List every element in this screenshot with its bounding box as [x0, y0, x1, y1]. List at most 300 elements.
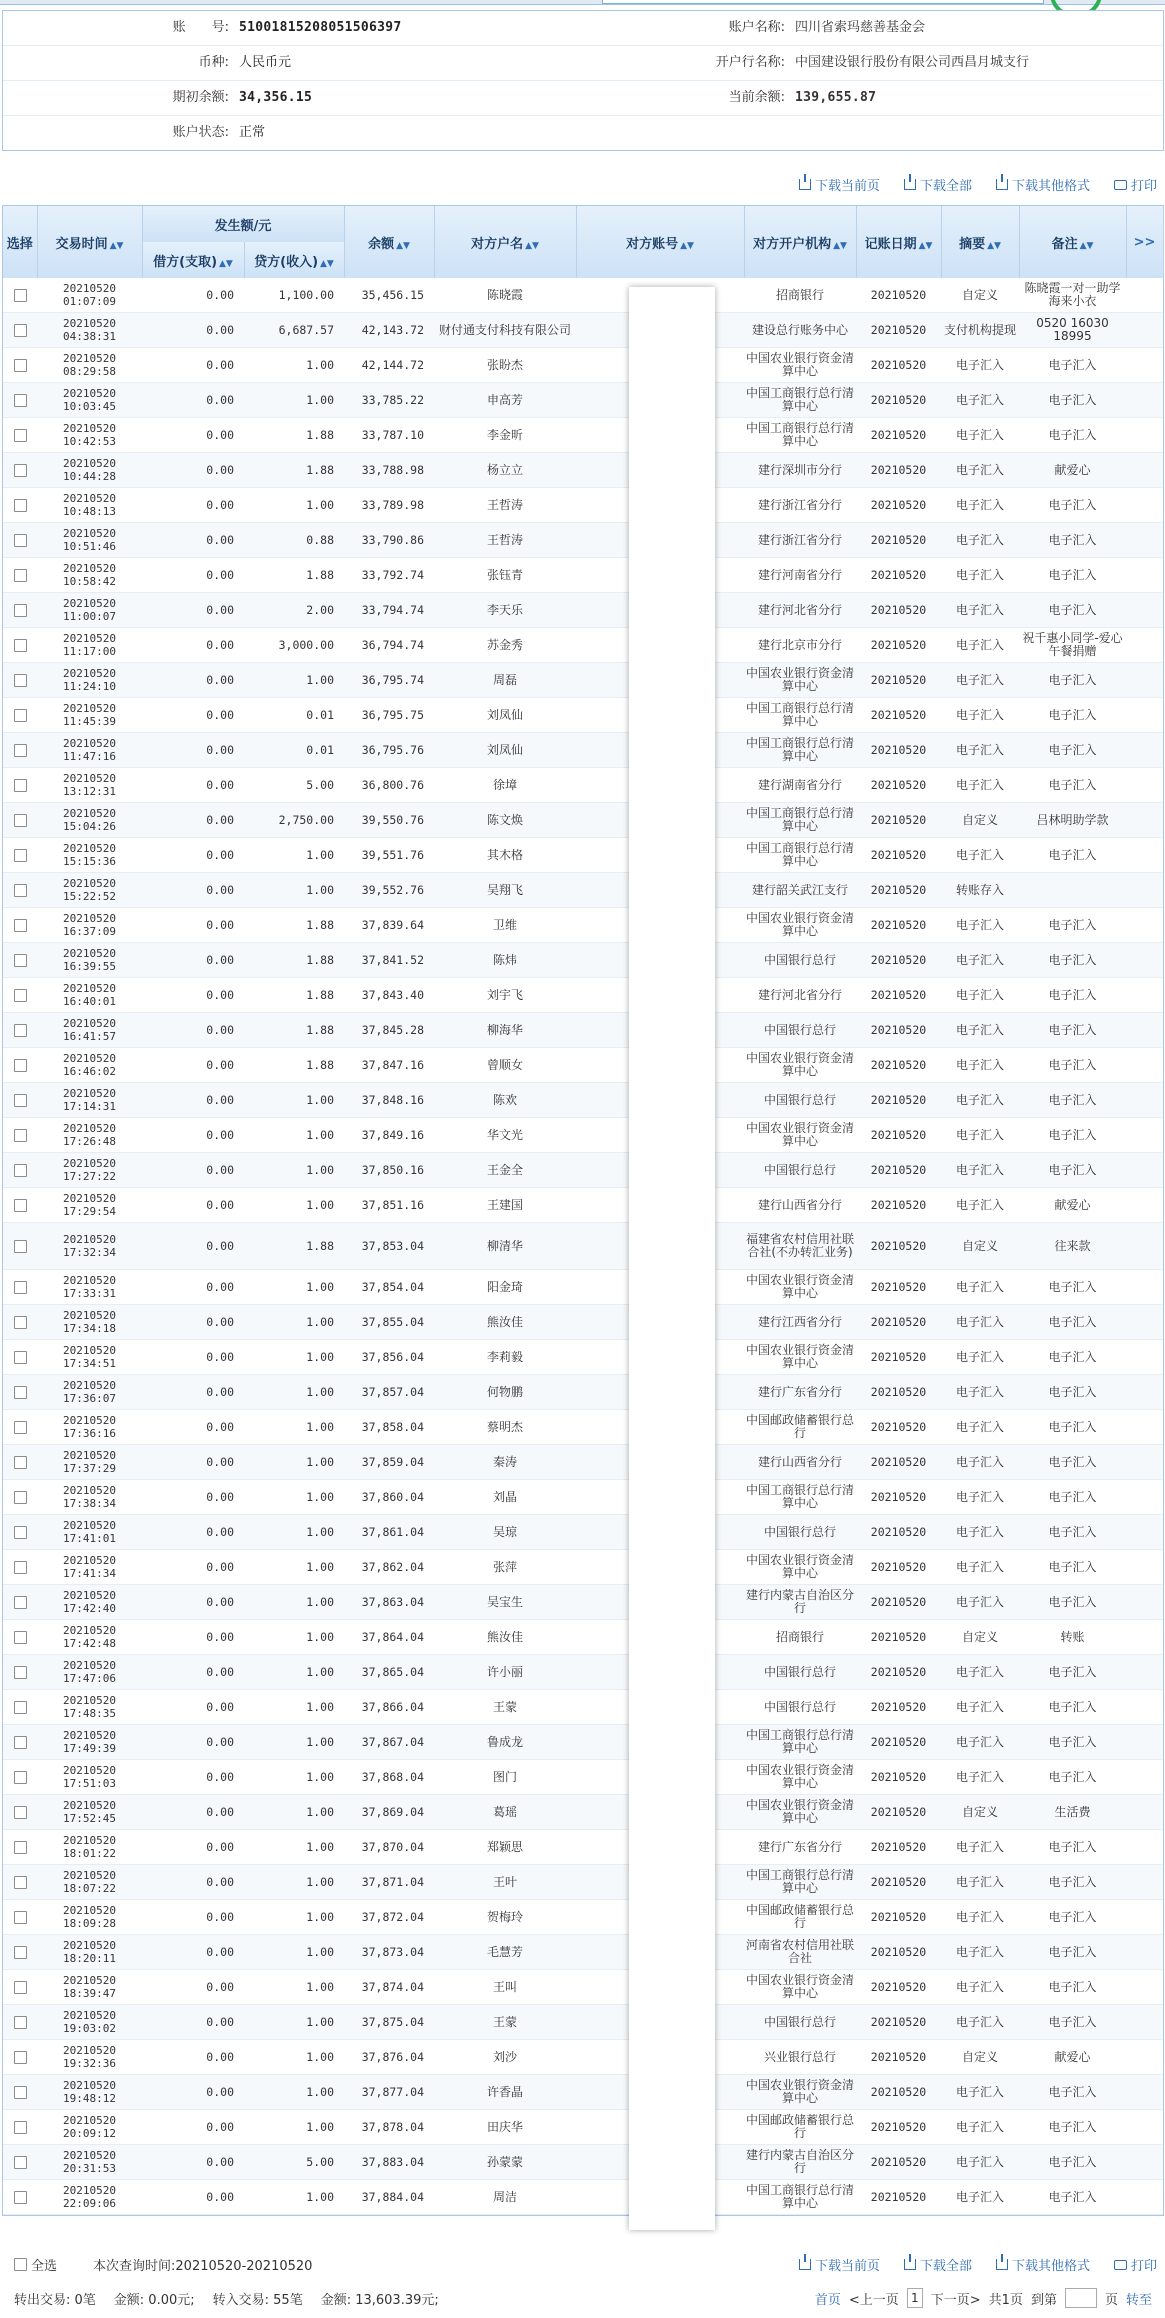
cell-remark: 电子汇入 — [1019, 523, 1126, 558]
cell-balance: 37,853.04 — [344, 1223, 434, 1270]
col-counter-bank[interactable] — [744, 206, 856, 278]
row-checkbox[interactable] — [14, 954, 27, 967]
table-row[interactable] — [3, 383, 1163, 418]
cell-debit: 0.00 — [142, 1270, 244, 1305]
jump-button[interactable]: 转至 — [1125, 2292, 1152, 2308]
cell-post-date: 20210520 — [856, 2075, 941, 2110]
cell-select — [3, 1270, 37, 1305]
cell-remark: 电子汇入 — [1019, 1048, 1126, 1083]
row-checkbox[interactable] — [14, 2051, 27, 2064]
download-page-button[interactable] — [799, 175, 880, 194]
cell-debit: 0.00 — [142, 1118, 244, 1153]
cell-balance: 39,551.76 — [344, 838, 434, 873]
table-row[interactable] — [3, 873, 1163, 908]
goto-page-input[interactable] — [1065, 2288, 1097, 2308]
row-checkbox[interactable] — [14, 604, 27, 617]
cell-counter-bank: 中国工商银行总行清算中心 — [744, 733, 856, 768]
row-checkbox[interactable] — [14, 324, 27, 337]
cell-counterparty: 李莉毅 — [434, 1340, 576, 1375]
top-input[interactable] — [602, 0, 1044, 4]
cell-balance: 36,795.75 — [344, 698, 434, 733]
next-page-link[interactable]: 下一页> — [930, 2292, 981, 2308]
col-time-label: 交易时间 — [55, 236, 108, 252]
table-row[interactable] — [3, 1270, 1163, 1305]
cell-post-date: 20210520 — [856, 873, 941, 908]
cell-select — [3, 978, 37, 1013]
in-count: 转入交易: 55笔 — [212, 2292, 303, 2308]
row-checkbox[interactable] — [14, 709, 27, 722]
table-row[interactable] — [3, 1153, 1163, 1188]
cell-post-date: 20210520 — [856, 2145, 941, 2180]
row-checkbox[interactable] — [14, 499, 27, 512]
table-row[interactable] — [3, 348, 1163, 383]
cell-counter-bank: 建行河北省分行 — [744, 593, 856, 628]
row-checkbox[interactable] — [14, 1666, 27, 1679]
download-icon — [904, 179, 916, 190]
cell-spacer — [1126, 1305, 1163, 1340]
row-checkbox[interactable] — [14, 1164, 27, 1177]
row-checkbox[interactable] — [14, 429, 27, 442]
table-row[interactable] — [3, 2075, 1163, 2110]
cell-spacer — [1126, 593, 1163, 628]
cell-summary: 电子汇入 — [941, 908, 1019, 943]
table-row[interactable] — [3, 523, 1163, 558]
download-all-button[interactable] — [904, 175, 972, 194]
cell-balance: 37,878.04 — [344, 2110, 434, 2145]
cell-balance: 37,839.64 — [344, 908, 434, 943]
col-time[interactable] — [37, 206, 142, 278]
table-row[interactable] — [3, 943, 1163, 978]
currency-label: 币种: — [198, 55, 229, 70]
cell-post-date: 20210520 — [856, 453, 941, 488]
goto-label: 到第 — [1030, 2292, 1057, 2308]
cell-spacer — [1126, 1655, 1163, 1690]
table-row[interactable] — [3, 418, 1163, 453]
cell-spacer — [1126, 1795, 1163, 1830]
table-row[interactable] — [3, 1445, 1163, 1480]
account-row-3 — [3, 81, 1163, 116]
cell-counterparty: 刘凤仙 — [434, 698, 576, 733]
cell-debit: 0.00 — [142, 873, 244, 908]
cell-credit: 1.00 — [244, 2005, 344, 2040]
cell-debit: 0.00 — [142, 1305, 244, 1340]
download-page-label: 下载当前页 — [814, 2259, 880, 2274]
cell-post-date: 20210520 — [856, 1445, 941, 1480]
col-counterparty[interactable] — [434, 206, 576, 278]
print-button-bottom[interactable] — [1114, 2255, 1157, 2274]
cell-summary: 电子汇入 — [941, 488, 1019, 523]
cell-select — [3, 1013, 37, 1048]
cell-select — [3, 1935, 37, 1970]
cell-time: 20210520 08:29:58 — [37, 348, 142, 383]
cell-balance: 36,800.76 — [344, 768, 434, 803]
row-checkbox[interactable] — [14, 2016, 27, 2029]
row-checkbox[interactable] — [14, 1199, 27, 1212]
row-checkbox[interactable] — [14, 464, 27, 477]
table-row[interactable] — [3, 628, 1163, 663]
select-all-checkbox[interactable] — [14, 2258, 27, 2271]
cell-remark — [1019, 873, 1126, 908]
cell-post-date: 20210520 — [856, 1375, 941, 1410]
cell-counter-bank: 建行内蒙古自治区分行 — [744, 2145, 856, 2180]
table-row[interactable] — [3, 2040, 1163, 2075]
cell-debit: 0.00 — [142, 1375, 244, 1410]
row-checkbox[interactable] — [14, 744, 27, 757]
cell-balance: 37,861.04 — [344, 1515, 434, 1550]
row-checkbox[interactable] — [14, 1456, 27, 1469]
cell-time: 20210520 17:34:51 — [37, 1340, 142, 1375]
row-checkbox[interactable] — [14, 534, 27, 547]
cell-select — [3, 278, 37, 313]
download-all-button-bottom[interactable] — [904, 2255, 972, 2274]
cell-balance: 42,143.72 — [344, 313, 434, 348]
cell-spacer — [1126, 348, 1163, 383]
col-balance[interactable] — [344, 206, 434, 278]
cell-time: 20210520 18:20:11 — [37, 1935, 142, 1970]
cell-credit: 1.00 — [244, 1725, 344, 1760]
cell-summary: 电子汇入 — [941, 2075, 1019, 2110]
more-columns-button[interactable]: >> — [1126, 206, 1163, 278]
cell-counterparty: 杨立立 — [434, 453, 576, 488]
cell-spacer — [1126, 1935, 1163, 1970]
cell-select — [3, 1900, 37, 1935]
download-page-button-bottom[interactable] — [799, 2255, 880, 2274]
cell-remark: 电子汇入 — [1019, 698, 1126, 733]
download-other-button-bottom[interactable] — [996, 2255, 1090, 2274]
status-value: 正常 — [239, 125, 266, 140]
download-page-label: 下载当前页 — [814, 179, 880, 194]
row-checkbox[interactable] — [14, 1701, 27, 1714]
table-row[interactable] — [3, 1900, 1163, 1935]
table-row[interactable] — [3, 558, 1163, 593]
table-row[interactable] — [3, 978, 1163, 1013]
cell-time: 20210520 15:15:36 — [37, 838, 142, 873]
row-checkbox[interactable] — [14, 1526, 27, 1539]
cell-remark: 电子汇入 — [1019, 768, 1126, 803]
cell-select — [3, 1550, 37, 1585]
table-row[interactable] — [3, 1188, 1163, 1223]
col-remark[interactable] — [1019, 206, 1126, 278]
cell-time: 20210520 15:04:26 — [37, 803, 142, 838]
cell-balance: 37,884.04 — [344, 2180, 434, 2215]
cell-counter-bank: 建行河南省分行 — [744, 558, 856, 593]
cell-credit: 1.00 — [244, 1865, 344, 1900]
cell-debit: 0.00 — [142, 1223, 244, 1270]
row-checkbox[interactable] — [14, 639, 27, 652]
cell-post-date: 20210520 — [856, 1760, 941, 1795]
row-checkbox[interactable] — [14, 1386, 27, 1399]
cell-summary: 电子汇入 — [941, 628, 1019, 663]
cell-counter-bank: 中国银行总行 — [744, 1515, 856, 1550]
row-checkbox[interactable] — [14, 2156, 27, 2169]
download-other-button[interactable] — [996, 175, 1090, 194]
cell-remark: 祝千惠小同学-爱心午餐捐赠 — [1019, 628, 1126, 663]
table-row[interactable] — [3, 1118, 1163, 1153]
table-row[interactable] — [3, 1480, 1163, 1515]
table-row[interactable] — [3, 838, 1163, 873]
cell-spacer — [1126, 908, 1163, 943]
cell-remark: 电子汇入 — [1019, 2145, 1126, 2180]
row-checkbox[interactable] — [14, 1876, 27, 1889]
table-row[interactable] — [3, 698, 1163, 733]
cell-counterparty: 吴翔飞 — [434, 873, 576, 908]
cell-counterparty: 申高芳 — [434, 383, 576, 418]
table-row[interactable] — [3, 1655, 1163, 1690]
cell-summary: 电子汇入 — [941, 2180, 1019, 2215]
cell-spacer — [1126, 453, 1163, 488]
row-checkbox[interactable] — [14, 1421, 27, 1434]
row-checkbox[interactable] — [14, 1024, 27, 1037]
row-checkbox[interactable] — [14, 1491, 27, 1504]
table-row[interactable] — [3, 908, 1163, 943]
cell-select — [3, 1655, 37, 1690]
sort-icon: ▲▼ — [918, 240, 933, 251]
out-amount: 金额: 0.00元; — [113, 2292, 195, 2308]
open-balance-label: 期初余额: — [172, 90, 229, 105]
cell-summary: 电子汇入 — [941, 1048, 1019, 1083]
table-row[interactable] — [3, 1585, 1163, 1620]
table-row[interactable] — [3, 2145, 1163, 2180]
cell-post-date: 20210520 — [856, 1970, 941, 2005]
table-row[interactable] — [3, 1760, 1163, 1795]
cell-counterparty: 王叶 — [434, 1865, 576, 1900]
row-checkbox[interactable] — [14, 1631, 27, 1644]
cell-counterparty: 贺梅玲 — [434, 1900, 576, 1935]
cell-counterparty: 王蒙 — [434, 2005, 576, 2040]
col-post-date[interactable] — [856, 206, 941, 278]
table-row[interactable] — [3, 1048, 1163, 1083]
cell-spacer — [1126, 1118, 1163, 1153]
cell-remark: 电子汇入 — [1019, 1690, 1126, 1725]
table-row[interactable] — [3, 768, 1163, 803]
cell-spacer — [1126, 558, 1163, 593]
table-row[interactable] — [3, 1830, 1163, 1865]
cell-time: 20210520 11:24:10 — [37, 663, 142, 698]
cell-time: 20210520 11:45:39 — [37, 698, 142, 733]
account-row-4 — [3, 116, 1163, 150]
cell-summary: 电子汇入 — [941, 383, 1019, 418]
cell-counter-bank: 中国农业银行资金清算中心 — [744, 1270, 856, 1305]
col-credit[interactable] — [244, 242, 344, 278]
cell-time: 20210520 16:37:09 — [37, 908, 142, 943]
table-row[interactable] — [3, 1375, 1163, 1410]
cell-debit: 0.00 — [142, 348, 244, 383]
cell-credit: 1.00 — [244, 1410, 344, 1445]
table-row[interactable] — [3, 2180, 1163, 2215]
download-other-label: 下载其他格式 — [1011, 2259, 1090, 2274]
cell-debit: 0.00 — [142, 1048, 244, 1083]
table-row[interactable] — [3, 733, 1163, 768]
cell-counterparty: 阳金琦 — [434, 1270, 576, 1305]
cell-time: 20210520 16:46:02 — [37, 1048, 142, 1083]
table-row[interactable] — [3, 488, 1163, 523]
cell-counter-bank: 建行浙江省分行 — [744, 523, 856, 558]
cell-remark: 转账 — [1019, 1620, 1126, 1655]
table-row[interactable] — [3, 663, 1163, 698]
cell-balance: 37,871.04 — [344, 1865, 434, 1900]
cell-credit: 1.88 — [244, 558, 344, 593]
row-checkbox[interactable] — [14, 989, 27, 1002]
cell-post-date: 20210520 — [856, 488, 941, 523]
row-checkbox[interactable] — [14, 359, 27, 372]
row-checkbox[interactable] — [14, 779, 27, 792]
table-row[interactable] — [3, 593, 1163, 628]
print-button[interactable] — [1114, 175, 1157, 194]
cell-post-date: 20210520 — [856, 768, 941, 803]
cell-counterparty: 张钰青 — [434, 558, 576, 593]
account-name: 四川省索玛慈善基金会 — [795, 20, 926, 35]
table-row[interactable] — [3, 453, 1163, 488]
row-checkbox[interactable] — [14, 1981, 27, 1994]
table-row[interactable] — [3, 1690, 1163, 1725]
table-row[interactable] — [3, 1410, 1163, 1445]
cell-credit: 1.00 — [244, 1153, 344, 1188]
table-row[interactable] — [3, 1223, 1163, 1270]
table-row[interactable] — [3, 1970, 1163, 2005]
row-checkbox[interactable] — [14, 1316, 27, 1329]
table-row[interactable] — [3, 1083, 1163, 1118]
cell-spacer — [1126, 768, 1163, 803]
cell-counter-bank: 中国农业银行资金清算中心 — [744, 1970, 856, 2005]
cell-post-date: 20210520 — [856, 1480, 941, 1515]
cell-remark: 电子汇入 — [1019, 1013, 1126, 1048]
cell-post-date: 20210520 — [856, 383, 941, 418]
row-checkbox[interactable] — [14, 674, 27, 687]
cell-counter-bank: 中国农业银行资金清算中心 — [744, 1550, 856, 1585]
cell-spacer — [1126, 418, 1163, 453]
cell-credit: 1.00 — [244, 1445, 344, 1480]
row-checkbox[interactable] — [14, 1736, 27, 1749]
page-unit: 页 — [1104, 2292, 1118, 2308]
row-checkbox[interactable] — [14, 1806, 27, 1819]
pager — [815, 2288, 1152, 2308]
table-row[interactable] — [3, 2110, 1163, 2145]
cell-post-date: 20210520 — [856, 1830, 941, 1865]
cell-credit: 1.00 — [244, 488, 344, 523]
cell-credit: 1.88 — [244, 1223, 344, 1270]
row-checkbox[interactable] — [14, 2086, 27, 2099]
cell-counterparty: 王哲涛 — [434, 523, 576, 558]
cell-balance: 37,876.04 — [344, 2040, 434, 2075]
col-counterparty-label: 对方户名 — [471, 236, 524, 252]
prev-page-link[interactable]: <上一页 — [848, 2292, 899, 2308]
table-row[interactable] — [3, 1620, 1163, 1655]
table-row[interactable] — [3, 1013, 1163, 1048]
row-checkbox[interactable] — [14, 394, 27, 407]
row-checkbox[interactable] — [14, 1771, 27, 1784]
cell-balance: 37,854.04 — [344, 1270, 434, 1305]
cell-counterparty: 熊汝佳 — [434, 1305, 576, 1340]
row-checkbox[interactable] — [14, 2121, 27, 2134]
table-row[interactable] — [3, 313, 1163, 348]
cell-counterparty: 陈晓霞 — [434, 278, 576, 313]
col-counter-acct[interactable] — [576, 206, 744, 278]
row-checkbox[interactable] — [14, 919, 27, 932]
cell-debit: 0.00 — [142, 1515, 244, 1550]
cell-time: 20210520 18:39:47 — [37, 1970, 142, 2005]
table-row[interactable] — [3, 1725, 1163, 1760]
row-checkbox[interactable] — [14, 1240, 27, 1253]
cell-time: 20210520 17:49:39 — [37, 1725, 142, 1760]
cell-counterparty: 葛瑶 — [434, 1795, 576, 1830]
cell-debit: 0.00 — [142, 628, 244, 663]
cell-remark: 电子汇入 — [1019, 2005, 1126, 2040]
cell-post-date: 20210520 — [856, 313, 941, 348]
cell-select — [3, 523, 37, 558]
table-row[interactable] — [3, 1340, 1163, 1375]
table-row[interactable] — [3, 1795, 1163, 1830]
cell-counter-bank: 中国邮政储蓄银行总行 — [744, 1900, 856, 1935]
row-checkbox[interactable] — [14, 849, 27, 862]
row-checkbox[interactable] — [14, 1841, 27, 1854]
cell-time: 20210520 11:17:00 — [37, 628, 142, 663]
cell-select — [3, 1188, 37, 1223]
cell-debit: 0.00 — [142, 768, 244, 803]
row-checkbox[interactable] — [14, 569, 27, 582]
cell-counterparty: 周洁 — [434, 2180, 576, 2215]
row-checkbox[interactable] — [14, 884, 27, 897]
first-page-link[interactable]: 首页 — [814, 2292, 841, 2308]
row-checkbox[interactable] — [14, 1281, 27, 1294]
cell-debit: 0.00 — [142, 1725, 244, 1760]
cell-summary: 电子汇入 — [941, 1900, 1019, 1935]
cell-remark: 电子汇入 — [1019, 1153, 1126, 1188]
row-checkbox[interactable] — [14, 1351, 27, 1364]
row-checkbox[interactable] — [14, 1946, 27, 1959]
cell-debit: 0.00 — [142, 278, 244, 313]
cell-spacer — [1126, 663, 1163, 698]
row-checkbox[interactable] — [14, 1059, 27, 1072]
cell-select — [3, 488, 37, 523]
cell-balance: 37,855.04 — [344, 1305, 434, 1340]
cell-counter-bank: 中国农业银行资金清算中心 — [744, 908, 856, 943]
row-checkbox[interactable] — [14, 289, 27, 302]
table-row[interactable] — [3, 803, 1163, 838]
table-row[interactable] — [3, 2005, 1163, 2040]
cell-select — [3, 2110, 37, 2145]
cell-summary: 电子汇入 — [941, 523, 1019, 558]
row-checkbox[interactable] — [14, 814, 27, 827]
cell-debit: 0.00 — [142, 1480, 244, 1515]
table-row[interactable] — [3, 1865, 1163, 1900]
cell-post-date: 20210520 — [856, 1900, 941, 1935]
col-debit[interactable] — [142, 242, 244, 278]
col-counter-acct-label: 对方账号 — [626, 236, 679, 252]
select-all[interactable] — [14, 2255, 57, 2274]
row-checkbox[interactable] — [14, 1094, 27, 1107]
cell-remark: 电子汇入 — [1019, 1375, 1126, 1410]
col-summary[interactable] — [941, 206, 1019, 278]
cell-debit: 0.00 — [142, 1013, 244, 1048]
table-row[interactable] — [3, 1515, 1163, 1550]
table-row[interactable] — [3, 1935, 1163, 1970]
cell-spacer — [1126, 488, 1163, 523]
account-row-2 — [3, 46, 1163, 81]
row-checkbox[interactable] — [14, 2191, 27, 2204]
row-checkbox[interactable] — [14, 1911, 27, 1924]
download-icon — [996, 2259, 1008, 2270]
row-checkbox[interactable] — [14, 1596, 27, 1609]
row-checkbox[interactable] — [14, 1129, 27, 1142]
cell-time: 20210520 16:41:57 — [37, 1013, 142, 1048]
download-icon — [996, 179, 1008, 190]
table-row[interactable] — [3, 278, 1163, 313]
cell-post-date: 20210520 — [856, 663, 941, 698]
row-checkbox[interactable] — [14, 1561, 27, 1574]
table-row[interactable] — [3, 1305, 1163, 1340]
table-row[interactable] — [3, 1550, 1163, 1585]
cell-counter-bank: 兴业银行总行 — [744, 2040, 856, 2075]
